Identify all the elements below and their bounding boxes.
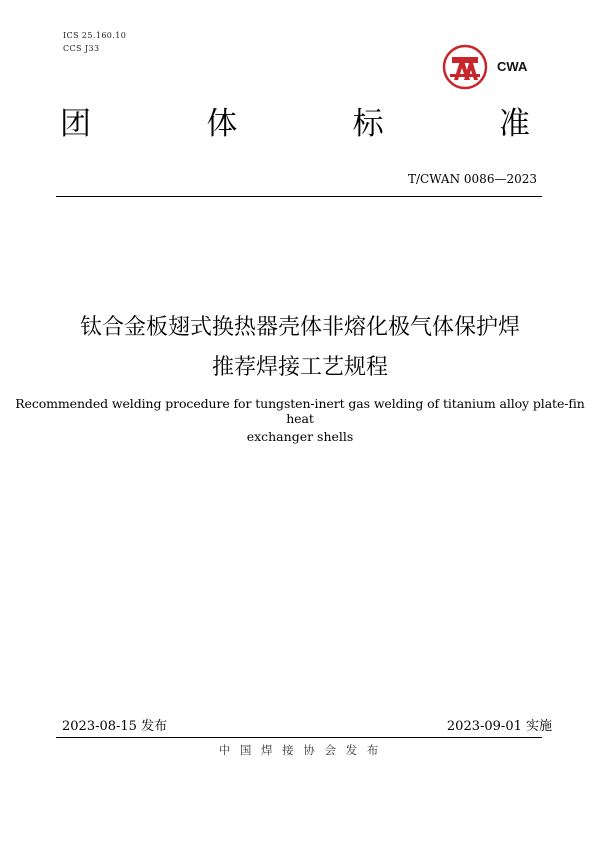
cwa-logo-icon — [440, 44, 490, 90]
cwa-logo-text: CWA — [497, 59, 528, 74]
category-char: 标 — [352, 106, 384, 142]
ics-code: ICS 25.160.10 — [63, 31, 127, 40]
title-cn-line1: 钛合金板翅式换热器壳体非熔化极气体保护焊 — [79, 315, 520, 340]
header-divider — [56, 196, 542, 197]
category-char: 团 — [60, 106, 91, 142]
standard-category-title — [60, 104, 530, 144]
title-en-line1: Recommended welding procedure for tungsten-inert gas welding of titanium alloy plate-fin heat — [15, 396, 585, 426]
implement-date: 2023-09-01 实施 — [446, 719, 552, 734]
footer-divider — [56, 737, 542, 738]
category-char: 准 — [498, 106, 530, 142]
issuer: 中 国 焊 接 协 会 发 布 — [218, 743, 382, 757]
title-en-line2: exchanger shells — [246, 429, 354, 444]
title-cn-line2: 推荐焊接工艺规程 — [211, 355, 388, 380]
publish-date: 2023-08-15 发布 — [62, 719, 168, 734]
standard-number: T/CWAN 0086—2023 — [407, 172, 537, 186]
category-char: 体 — [206, 106, 238, 142]
ccs-code: CCS J33 — [63, 44, 100, 53]
